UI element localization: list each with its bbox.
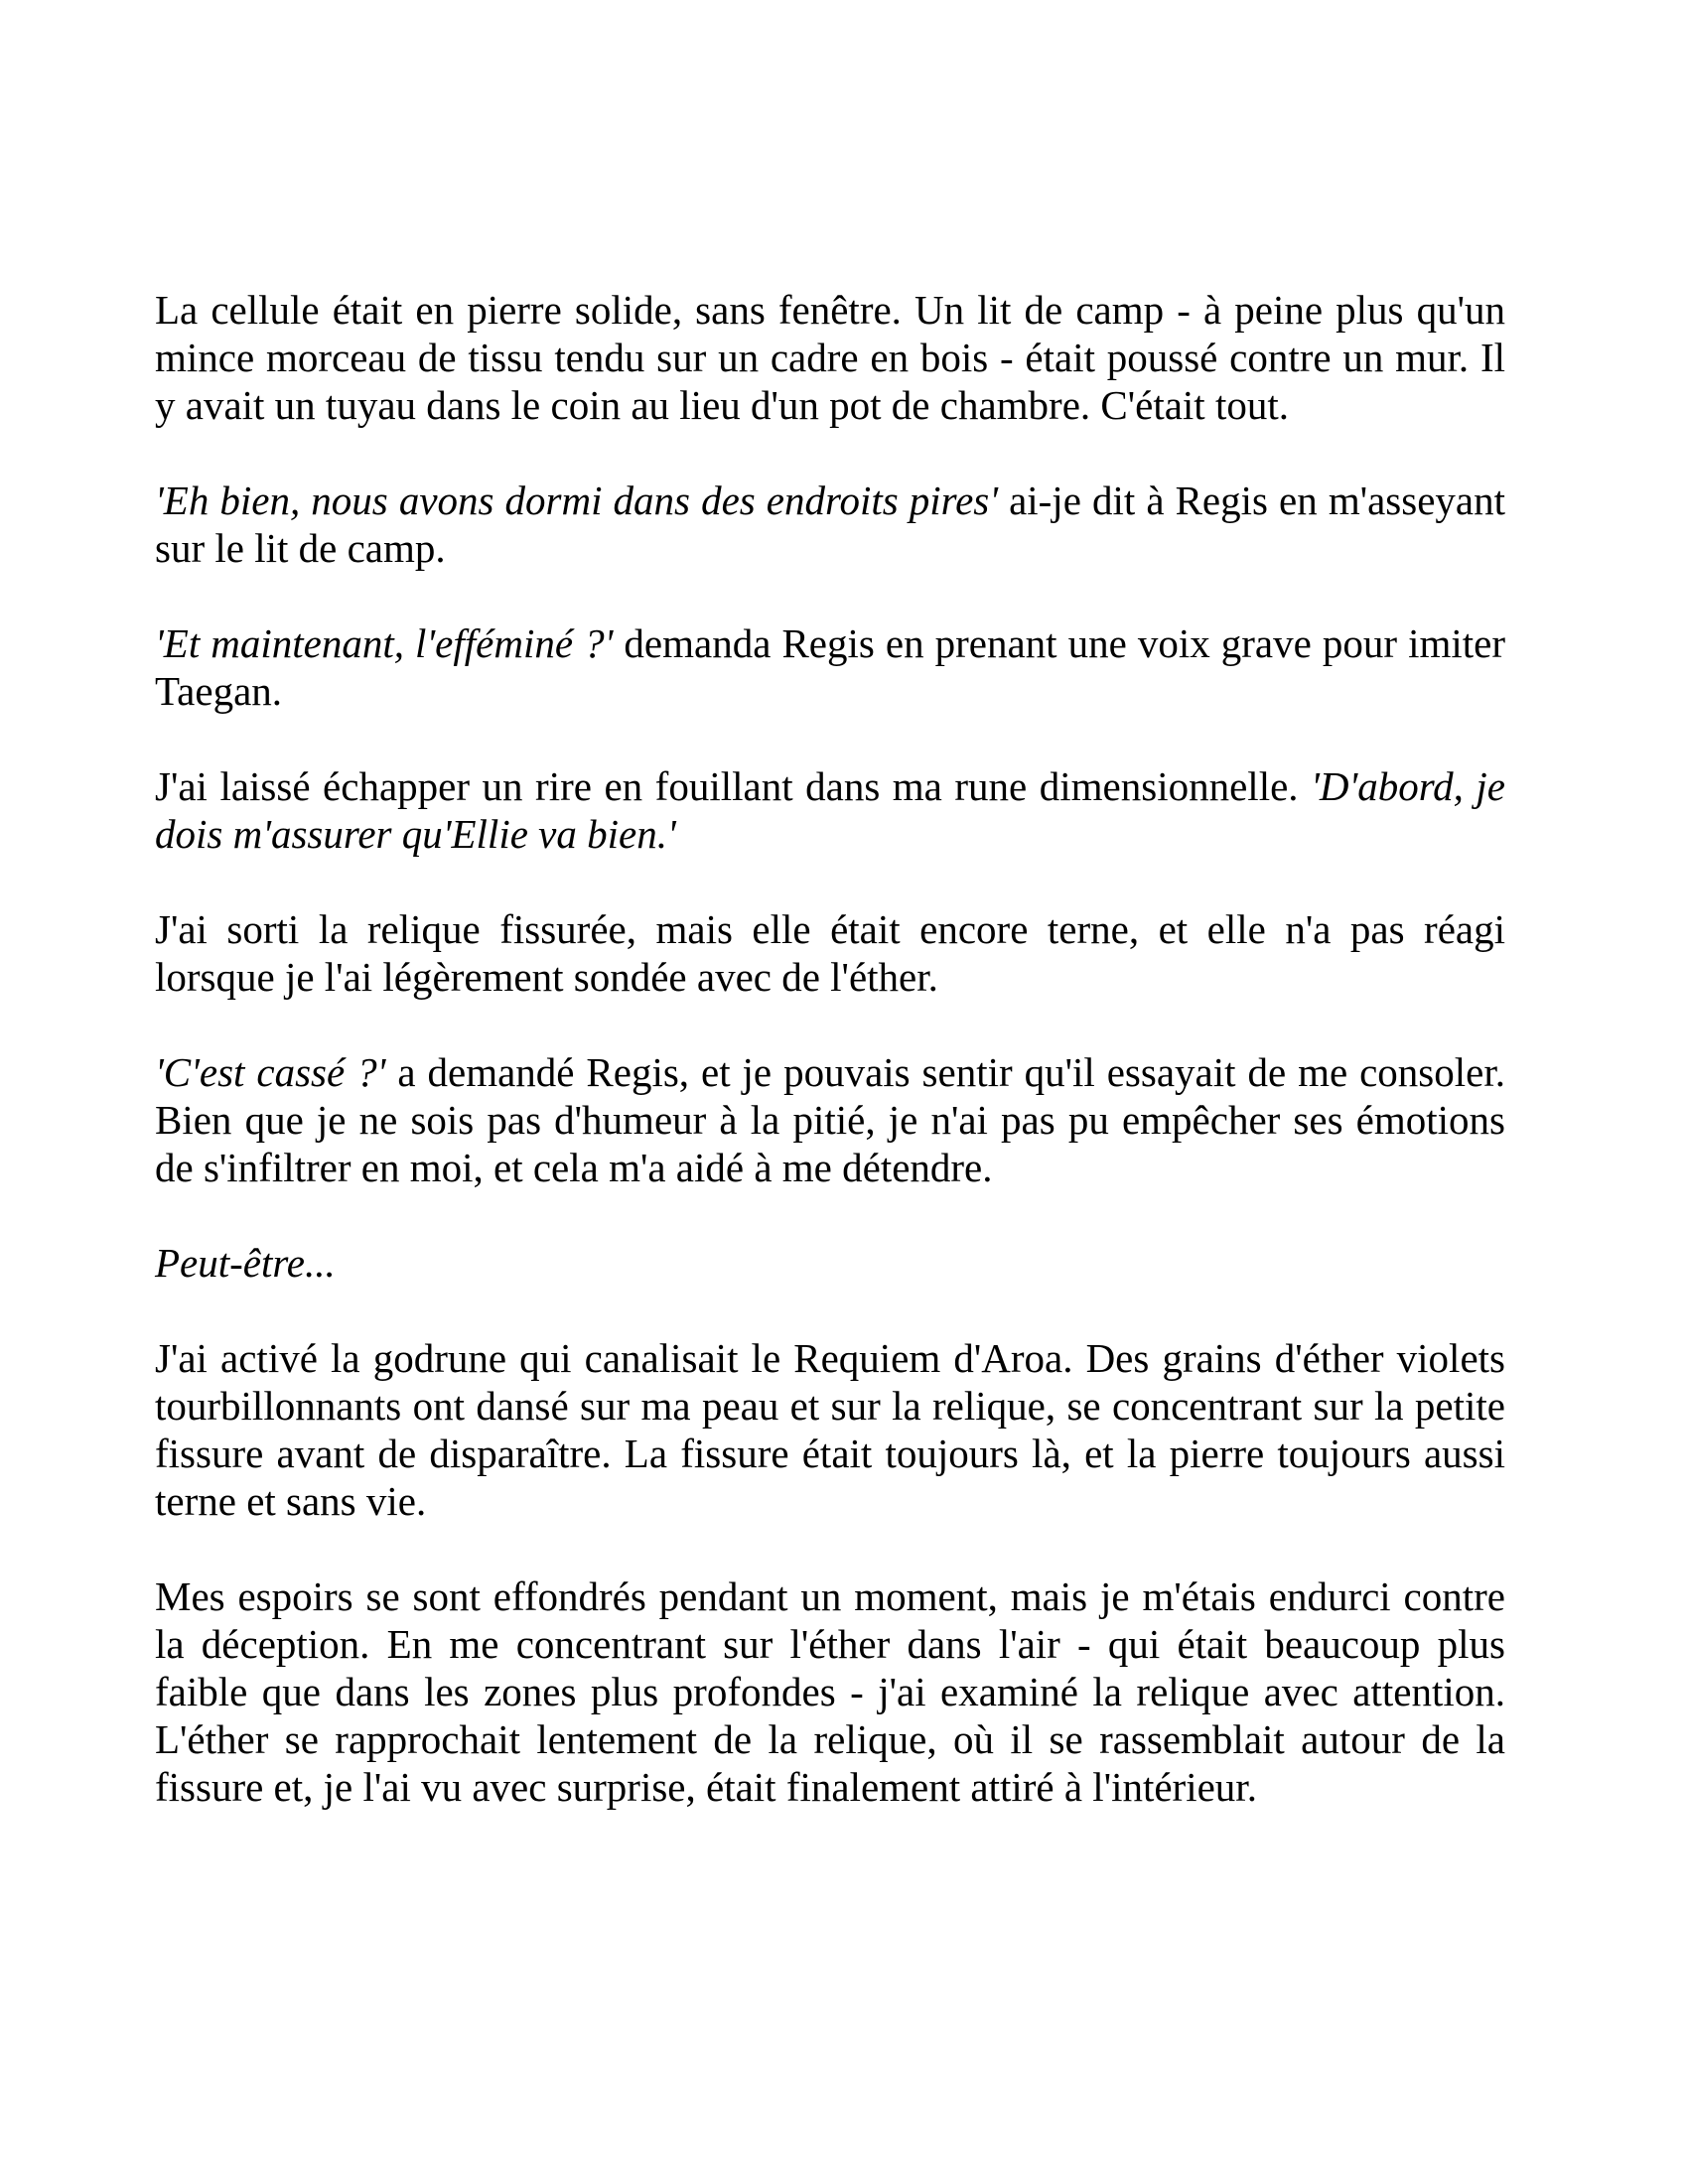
text-segment: J'ai sorti la relique fissurée, mais elle était encore terne, et elle n'a pas réagi lorsque je l'ai légèrement sondée avec de l'éther. [155, 906, 1505, 1000]
paragraph [155, 286, 1505, 429]
italic-text-segment: 'D'abord, je dois m'assurer qu'Ellie va bien.' [155, 763, 1506, 857]
italic-text-segment: 'Eh bien, nous avons dormi dans des endroits pires' [155, 478, 998, 523]
paragraph [155, 1048, 1505, 1191]
text-segment: ai-je dit à Regis en m'asseyant sur le lit de camp. [155, 478, 1505, 571]
paragraph [155, 1334, 1505, 1525]
text-column [155, 286, 1505, 1858]
paragraph [155, 905, 1505, 1001]
text-segment: La cellule était en pierre solide, sans fenêtre. Un lit de camp - à peine plus qu'un mince morceau de tissu tendu sur un cadre en bois - était poussé contre un mur. Il y avait un tuyau dans le coin au lieu d'un pot de chambre. C'était tout. [155, 287, 1505, 428]
italic-text-segment: Peut-être... [155, 1240, 336, 1286]
text-segment: J'ai activé la godrune qui canalisait le Requiem d'Aroa. Des grains d'éther violets tourbillonnants ont dansé sur ma peau et sur la relique, se concentrant sur la petite fissure avant de disparaître. La fissure était toujours là, et la pierre toujours aussi terne et sans vie. [155, 1335, 1505, 1524]
text-segment: demanda Regis en prenant une voix grave pour imiter Taegan. [155, 620, 1505, 714]
paragraph [155, 1572, 1505, 1811]
italic-text-segment: 'Et maintenant, l'efféminé ?' [155, 620, 614, 666]
italic-text-segment: 'C'est cassé ?' [155, 1049, 386, 1095]
paragraph [155, 762, 1505, 858]
text-segment: a demandé Regis, et je pouvais sentir qu'il essayait de me consoler. Bien que je ne sois pas d'humeur à la pitié, je n'ai pas pu empêcher ses émotions de s'infiltrer en moi, et cela m'a aidé à me détendre. [155, 1049, 1505, 1190]
paragraph [155, 1239, 1505, 1287]
text-segment: Mes espoirs se sont effondrés pendant un moment, mais je m'étais endurci contre la déception. En me concentrant sur l'éther dans l'air - qui était beaucoup plus faible que dans les zones plus profondes - j'ai examiné la relique avec attention. L'éther se rapprochait lentement de la relique, où il se rassemblait autour de la fissure et, je l'ai vu avec surprise, était finalement attiré à l'intérieur. [155, 1573, 1505, 1810]
paragraph [155, 477, 1505, 572]
paragraph [155, 619, 1505, 715]
text-segment: J'ai laissé échapper un rire en fouillant dans ma rune dimensionnelle. [155, 763, 1312, 809]
